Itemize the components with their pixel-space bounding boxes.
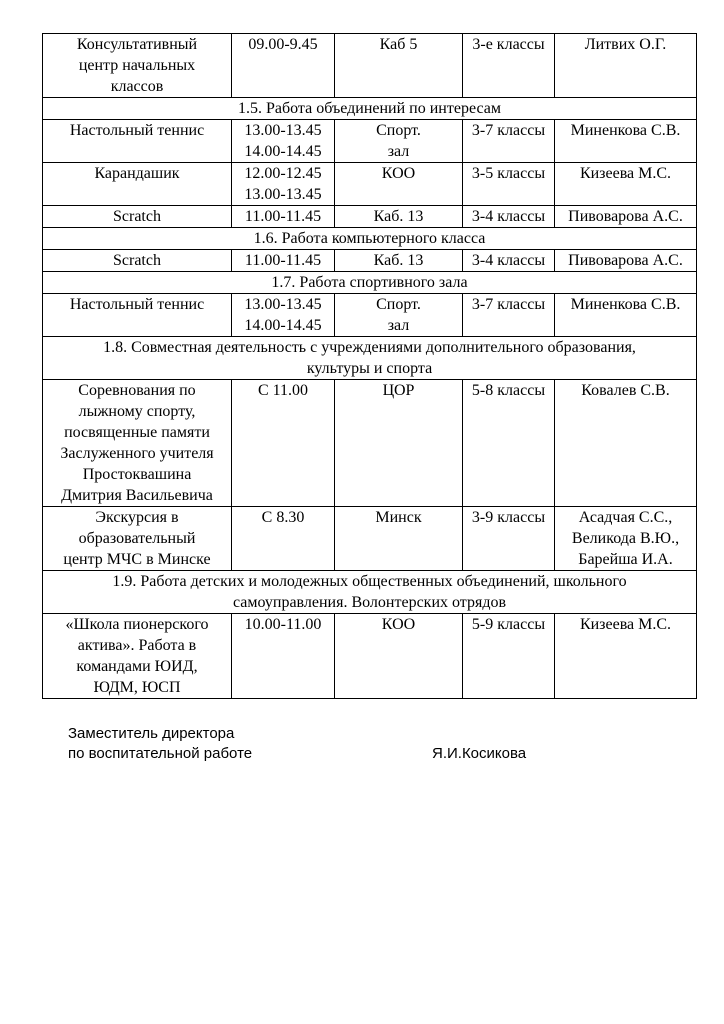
- time-cell-line: 11.00-11.45: [244, 208, 322, 225]
- time-cell: [232, 294, 335, 337]
- event-cell: [43, 380, 232, 507]
- section-row: [43, 337, 697, 380]
- grade-cell-line: 3-7 классы: [471, 122, 546, 139]
- event-cell-line: Карандашик: [94, 165, 180, 182]
- event-cell-line: Scratch: [113, 252, 161, 269]
- section-title-line: 1.5. Работа объединений по интересам: [238, 100, 501, 117]
- responsible-cell: [555, 206, 697, 228]
- table-row: [43, 163, 697, 206]
- responsible-cell-line: Миненкова С.В.: [570, 296, 681, 313]
- grade-cell-line: 5-8 классы: [471, 382, 546, 399]
- time-cell-line: 14.00-14.45: [244, 317, 322, 334]
- event-cell-line: Простоквашина: [82, 466, 192, 483]
- event-cell: [43, 294, 232, 337]
- place-cell-line: ЦОР: [382, 382, 415, 399]
- section-row: [43, 272, 697, 294]
- table-row: [43, 380, 697, 507]
- grade-cell: [463, 120, 555, 163]
- table-row: [43, 507, 697, 571]
- table-row: [43, 34, 697, 98]
- grade-cell-line: 5-9 классы: [471, 616, 546, 633]
- event-cell-line: классов: [110, 78, 164, 95]
- responsible-cell: [555, 250, 697, 272]
- time-cell: [232, 206, 335, 228]
- time-cell-line: 13.00-13.45: [244, 122, 322, 139]
- position-line-2: по воспитательной работе: [68, 745, 253, 762]
- grade-cell-line: 3-7 классы: [471, 296, 546, 313]
- section-title-line: 1.9. Работа детских и молодежных общественных объединений, школьного: [112, 573, 627, 590]
- responsible-cell-line: Кизеева М.С.: [579, 165, 672, 182]
- table-row: [43, 614, 697, 699]
- time-cell: [232, 163, 335, 206]
- grade-cell: [463, 163, 555, 206]
- time-cell-line: 13.00-13.45: [244, 296, 322, 313]
- responsible-cell: [555, 614, 697, 699]
- time-cell: [232, 507, 335, 571]
- responsible-cell: [555, 163, 697, 206]
- event-cell-line: Настольный теннис: [69, 296, 205, 313]
- grade-cell-line: 3-4 классы: [471, 208, 546, 225]
- responsible-cell: [555, 120, 697, 163]
- time-cell: [232, 120, 335, 163]
- time-cell: [232, 380, 335, 507]
- responsible-cell: [555, 380, 697, 507]
- time-cell: [232, 614, 335, 699]
- section-title: [43, 571, 697, 614]
- event-cell: [43, 250, 232, 272]
- place-cell-line: Каб. 13: [373, 252, 424, 269]
- section-title-line: культуры и спорта: [306, 360, 433, 377]
- grade-cell: [463, 34, 555, 98]
- place-cell-line: Спорт.: [376, 296, 421, 313]
- event-cell: [43, 507, 232, 571]
- signature-position: [68, 724, 252, 764]
- place-cell-line: Минск: [375, 509, 422, 526]
- responsible-cell-line: Асадчая С.С.,: [578, 509, 673, 526]
- time-cell-line: 14.00-14.45: [244, 143, 322, 160]
- time-cell-line: С 11.00: [257, 382, 309, 399]
- place-cell-line: КОО: [381, 616, 416, 633]
- responsible-cell-line: Пивоварова А.С.: [568, 252, 683, 269]
- section-title-line: 1.7. Работа спортивного зала: [271, 274, 468, 291]
- event-cell-line: Настольный теннис: [69, 122, 205, 139]
- table-row: [43, 294, 697, 337]
- section-title: [43, 272, 697, 294]
- responsible-cell-line: Великода В.Ю.,: [571, 530, 680, 547]
- time-cell-line: 10.00-11.00: [244, 616, 322, 633]
- responsible-cell: [555, 507, 697, 571]
- section-title: [43, 228, 697, 250]
- time-cell-line: 09.00-9.45: [248, 36, 318, 53]
- section-row: [43, 98, 697, 120]
- event-cell: [43, 614, 232, 699]
- section-row: [43, 571, 697, 614]
- place-cell-line: Каб. 13: [373, 208, 424, 225]
- event-cell-line: Заслуженного учителя: [60, 445, 214, 462]
- event-cell-line: Экскурсия в: [95, 509, 179, 526]
- event-cell-line: «Школа пионерского: [65, 616, 209, 633]
- time-cell-line: 13.00-13.45: [244, 186, 322, 203]
- responsible-cell-line: Ковалев С.В.: [581, 382, 670, 399]
- grade-cell: [463, 380, 555, 507]
- time-cell-line: 12.00-12.45: [244, 165, 322, 182]
- event-cell: [43, 163, 232, 206]
- table-row: [43, 250, 697, 272]
- event-cell-line: лыжному спорту,: [78, 403, 196, 420]
- responsible-cell-line: Пивоварова А.С.: [568, 208, 683, 225]
- place-cell-line: зал: [387, 143, 410, 160]
- grade-cell-line: 3-5 классы: [471, 165, 546, 182]
- section-title: [43, 337, 697, 380]
- activity-plan-table: [42, 33, 697, 699]
- event-cell-line: Соревнования по: [78, 382, 196, 399]
- grade-cell: [463, 294, 555, 337]
- table-row: [43, 206, 697, 228]
- event-cell-line: командами ЮИД,: [76, 658, 198, 675]
- event-cell-line: Консультативный: [76, 36, 198, 53]
- event-cell-line: актива». Работа в: [77, 637, 197, 654]
- position-line-1: Заместитель директора: [68, 725, 235, 742]
- place-cell: [335, 294, 463, 337]
- table-body: [43, 34, 697, 699]
- place-cell: [335, 250, 463, 272]
- event-cell-line: Scratch: [113, 208, 161, 225]
- table-row: [43, 120, 697, 163]
- event-cell-line: центр начальных: [78, 57, 196, 74]
- grade-cell: [463, 250, 555, 272]
- grade-cell: [463, 614, 555, 699]
- place-cell: [335, 507, 463, 571]
- responsible-cell: [555, 34, 697, 98]
- event-cell-line: образовательный: [78, 530, 196, 547]
- event-cell-line: Дмитрия Васильевича: [61, 487, 213, 504]
- section-title-line: 1.6. Работа компьютерного класса: [253, 230, 486, 247]
- event-cell-line: ЮДМ, ЮСП: [93, 679, 181, 696]
- time-cell: [232, 34, 335, 98]
- grade-cell: [463, 206, 555, 228]
- grade-cell-line: 3-9 классы: [471, 509, 546, 526]
- event-cell-line: центр МЧС в Минске: [63, 551, 211, 568]
- event-cell: [43, 206, 232, 228]
- place-cell-line: зал: [387, 317, 410, 334]
- place-cell-line: КОО: [381, 165, 416, 182]
- time-cell-line: С 8.30: [261, 509, 305, 526]
- section-row: [43, 228, 697, 250]
- responsible-cell-line: Барейша И.А.: [578, 551, 673, 568]
- grade-cell-line: 3-4 классы: [471, 252, 546, 269]
- responsible-cell-line: Миненкова С.В.: [570, 122, 681, 139]
- event-cell: [43, 34, 232, 98]
- place-cell: [335, 120, 463, 163]
- event-cell: [43, 120, 232, 163]
- signature-name: Я.И.Косикова: [432, 745, 527, 762]
- place-cell: [335, 614, 463, 699]
- place-cell-line: Спорт.: [376, 122, 421, 139]
- event-cell-line: посвященные памяти: [64, 424, 210, 441]
- time-cell: [232, 250, 335, 272]
- responsible-cell-line: Литвих О.Г.: [584, 36, 667, 53]
- place-cell: [335, 380, 463, 507]
- section-title-line: самоуправления. Волонтерских отрядов: [232, 594, 507, 611]
- section-title: [43, 98, 697, 120]
- place-cell: [335, 206, 463, 228]
- grade-cell-line: 3-е классы: [472, 36, 545, 53]
- responsible-cell-line: Кизеева М.С.: [579, 616, 672, 633]
- grade-cell: [463, 507, 555, 571]
- time-cell-line: 11.00-11.45: [244, 252, 322, 269]
- place-cell: [335, 163, 463, 206]
- place-cell-line: Каб 5: [379, 36, 418, 53]
- responsible-cell: [555, 294, 697, 337]
- section-title-line: 1.8. Совместная деятельность с учреждениями дополнительного образования,: [103, 339, 636, 356]
- place-cell: [335, 34, 463, 98]
